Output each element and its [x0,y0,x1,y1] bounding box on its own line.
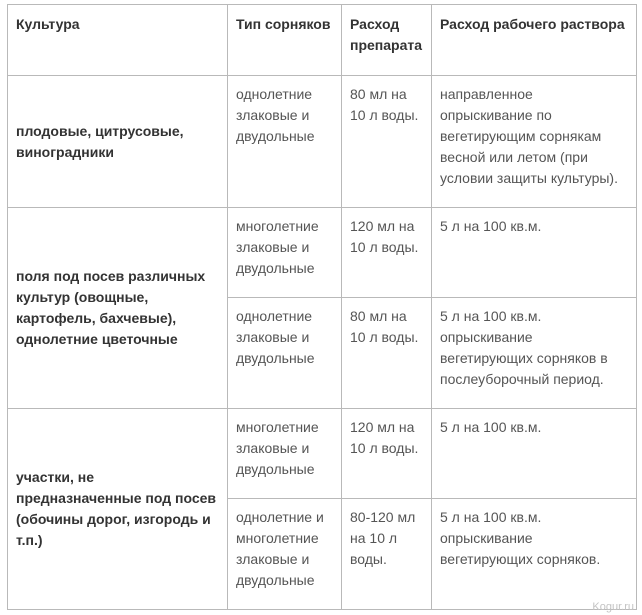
weed-type-cell: однолетние и многолетние злаковые и двудольные [228,499,342,610]
solution-cell: направленное опрыскивание по вегетирующим сорнякам весной или летом (при условии защиты культуры). [432,76,637,208]
crop-cell: плодовые, цитрусовые, виноградники [8,76,228,208]
dose-cell: 120 мл на 10 л воды. [342,409,432,499]
header-row [8,5,637,76]
header-solution: Расход рабочего раствора [432,5,637,76]
weed-type-cell: однолетние злаковые и двудольные [228,76,342,208]
watermark: Kogur.ru [592,601,634,613]
solution-cell: 5 л на 100 кв.м. [432,409,637,499]
solution-cell: 5 л на 100 кв.м. [432,208,637,298]
header-dose: Расход препарата [342,5,432,76]
weed-type-cell: многолетние злаковые и двудольные [228,409,342,499]
solution-cell: 5 л на 100 кв.м. опрыскивание вегетирующих сорняков. [432,499,637,610]
table-row [8,208,637,298]
crop-cell: поля под посев различных культур (овощные, картофель, бахчевые), однолетние цветочные [8,208,228,409]
dose-cell: 80 мл на 10 л воды. [342,76,432,208]
herbicide-usage-table [7,4,637,610]
crop-cell: участки, не предназначенные под посев (обочины дорог, изгородь и т.п.) [8,409,228,610]
table-row [8,409,637,499]
dose-cell: 120 мл на 10 л воды. [342,208,432,298]
weed-type-cell: многолетние злаковые и двудольные [228,208,342,298]
header-crop: Культура [8,5,228,76]
weed-type-cell: однолетние злаковые и двудольные [228,298,342,409]
dose-cell: 80-120 мл на 10 л воды. [342,499,432,610]
dose-cell: 80 мл на 10 л воды. [342,298,432,409]
table-row [8,76,637,208]
solution-cell: 5 л на 100 кв.м. опрыскивание вегетирующих сорняков в послеуборочный период. [432,298,637,409]
header-weed-type: Тип сорняков [228,5,342,76]
